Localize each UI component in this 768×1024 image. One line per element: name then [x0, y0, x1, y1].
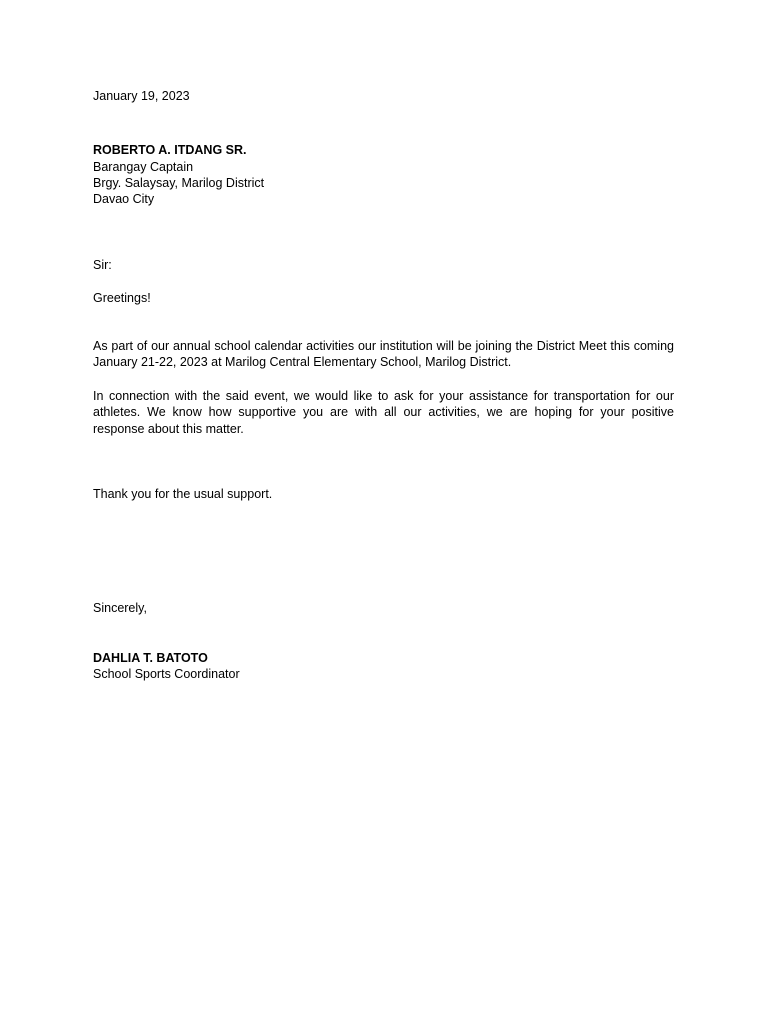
recipient-address-line1: Brgy. Salaysay, Marilog District — [93, 176, 265, 190]
signatory-name: DAHLIA T. BATOTO — [93, 651, 208, 665]
body-paragraph-2: In connection with the said event, we would like to ask for your assistance for transportation for our athletes. We know how supportive you are with all our activities, we are hoping for your positive response about this matter. — [93, 389, 674, 436]
salutation: Sir: — [93, 258, 112, 272]
greeting: Greetings! — [93, 291, 151, 305]
letter-date: January 19, 2023 — [93, 89, 190, 103]
body-paragraph-1: As part of our annual school calendar activities our institution will be joining the District Meet this coming January 21-22, 2023 at Marilog Central Elementary School, Marilog District. — [93, 339, 674, 370]
closing: Sincerely, — [93, 601, 147, 615]
recipient-title: Barangay Captain — [93, 160, 194, 174]
recipient-address-line2: Davao City — [93, 192, 155, 206]
recipient-name: ROBERTO A. ITDANG SR. — [93, 143, 247, 157]
thanks-line: Thank you for the usual support. — [93, 487, 273, 501]
signatory-title: School Sports Coordinator — [93, 667, 240, 681]
